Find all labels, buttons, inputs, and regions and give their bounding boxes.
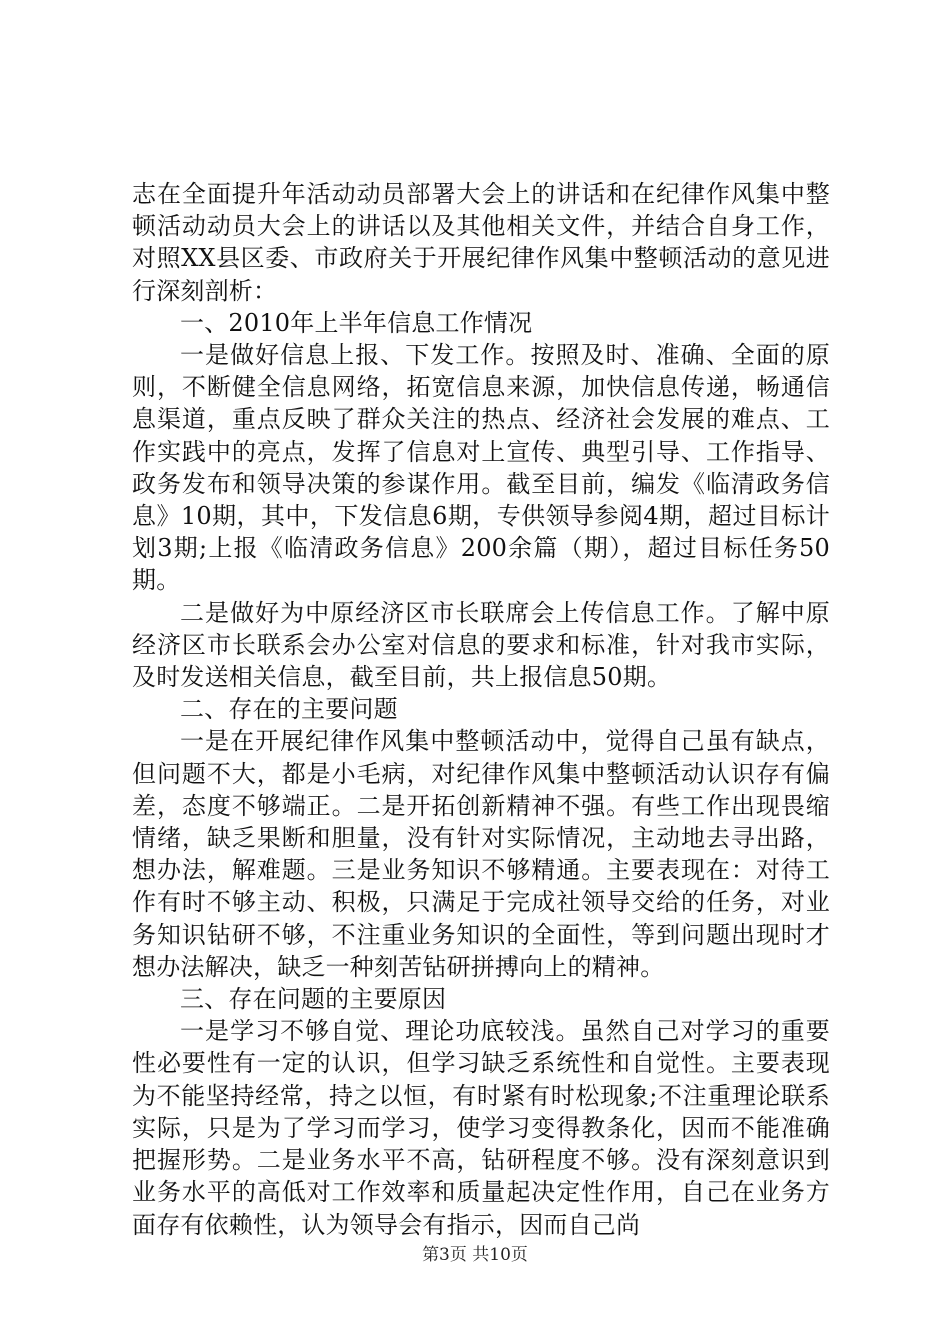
paragraph-mayor-meeting: 二是做好为中原经济区市长联席会上传信息工作。了解中原经济区市长联系会办公室对信息的要求和标准，针对我市实际，及时发送相关信息，截至目前，共上报信息50期。 [132, 598, 830, 692]
section-heading-3: 三、存在问题的主要原因 [180, 985, 447, 1014]
paragraph-main-problems: 一是在开展纪律作风集中整顿活动中，觉得自己虽有缺点，但问题不大，都是小毛病，对纪律作风集中整顿活动认识存有偏差，态度不够端正。二是开拓创新精神不强。有些工作出现畏缩情绪，缺乏果断和胆量，没有针对实际情况，主动地去寻出路，想办法，解难题。三是业务知识不够精通。主要表现在：对待工作有时不够主动、积极，只满足于完成社领导交给的任务，对业务知识钻研不够，不注重业务知识的全面性，等到问题出现时才想办法解决，缺乏一种刻苦钻研拼搏向上的精神。 [132, 727, 830, 981]
paragraph-main-causes: 一是学习不够自觉、理论功底较浅。虽然自己对学习的重要性必要性有一定的认识，但学习缺乏系统性和自觉性。主要表现为不能坚持经常，持之以恒，有时紧有时松现象;不注重理论联系实际，只是为了学习而学习，使学习变得教条化，因而不能准确把握形势。二是业务水平不高，钻研程度不够。没有深刻意识到业务水平的高低对工作效率和质量起决定性作用，自己在业务方面存有依赖性，认为领导会有指示，因而自己尚 [132, 1017, 830, 1239]
page-number-footer: 第3页 共10页 [422, 1245, 528, 1265]
paragraph-info-reporting: 一是做好信息上报、下发工作。按照及时、准确、全面的原则，不断健全信息网络，拓宽信息来源，加快信息传递，畅通信息渠道，重点反映了群众关注的热点、经济社会发展的难点、工作实践中的亮点，发挥了信息对上宣传、典型引导、工作指导、政务发布和领导决策的参谋作用。截至目前，编发《临清政务信息》10期，其中，下发信息6期，专供领导参阅4期，超过目标计划3期;上报《临清政务信息》200余篇（期），超过目标任务50期。 [132, 341, 830, 595]
paragraph-intro: 志在全面提升年活动动员部署大会上的讲话和在纪律作风集中整顿活动动员大会上的讲话以及其他相关文件，并结合自身工作，对照XX县区委、市政府关于开展纪律作风集中整顿活动的意见进行深刻剖析： [132, 180, 830, 305]
section-heading-1: 一、2010年上半年信息工作情况 [180, 308, 533, 337]
section-heading-2: 二、存在的主要问题 [180, 695, 398, 724]
document-body [132, 178, 830, 1241]
